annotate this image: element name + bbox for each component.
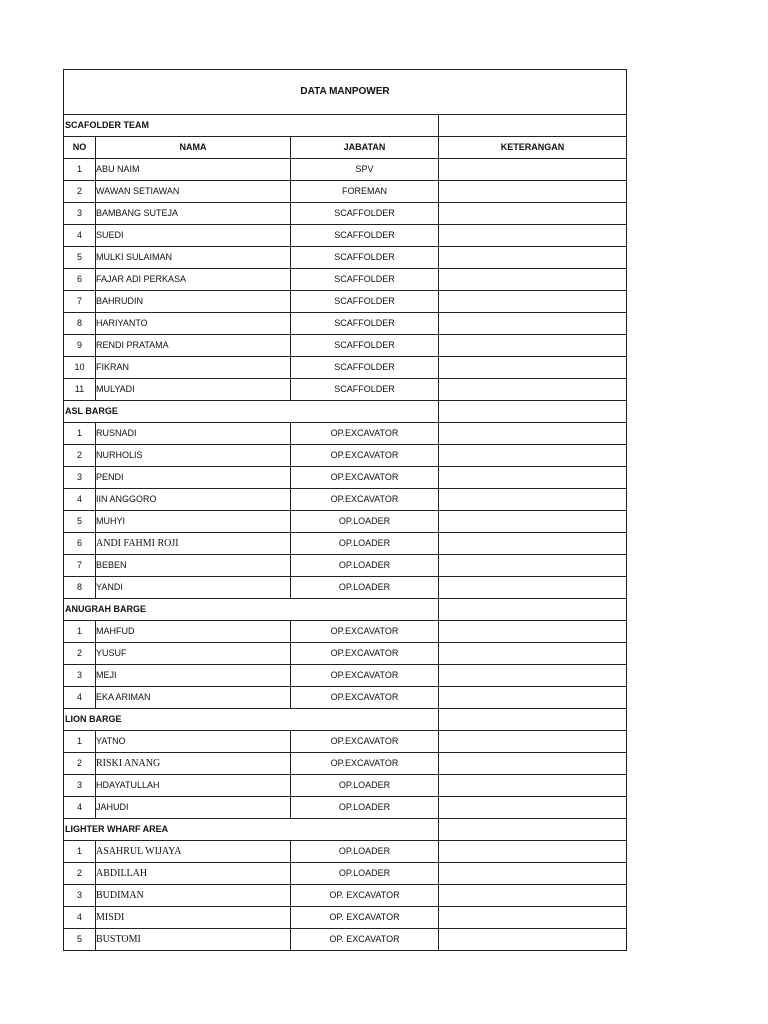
row-keterangan [439,687,627,709]
header-jabatan: JABATAN [291,137,439,159]
table-row [64,203,627,225]
section-keterangan-cell [439,115,627,137]
row-no: 2 [64,643,96,665]
row-jabatan: SCAFFOLDER [291,225,439,247]
row-keterangan [439,775,627,797]
row-jabatan: OP.LOADER [291,511,439,533]
row-jabatan: OP.LOADER [291,577,439,599]
row-no: 11 [64,379,96,401]
row-no: 6 [64,269,96,291]
row-jabatan: OP.EXCAVATOR [291,467,439,489]
row-no: 4 [64,489,96,511]
row-jabatan: OP.EXCAVATOR [291,445,439,467]
row-keterangan [439,929,627,951]
row-jabatan: SCAFFOLDER [291,269,439,291]
row-jabatan: OP.EXCAVATOR [291,731,439,753]
table-row [64,159,627,181]
table-row [64,467,627,489]
row-no: 4 [64,225,96,247]
table-row [64,929,627,951]
row-nama: BEBEN [96,555,291,577]
section-title: ANUGRAH BARGE [64,599,439,621]
row-nama: NURHOLIS [96,445,291,467]
row-keterangan [439,291,627,313]
row-keterangan [439,753,627,775]
row-no: 9 [64,335,96,357]
row-jabatan: SPV [291,159,439,181]
table-row [64,225,627,247]
section-row [64,401,627,423]
section-keterangan-cell [439,599,627,621]
section-row [64,115,627,137]
row-jabatan: OP.EXCAVATOR [291,423,439,445]
section-title: SCAFOLDER TEAM [64,115,439,137]
section-row [64,709,627,731]
row-no: 8 [64,577,96,599]
row-nama: MISDI [96,907,291,929]
row-no: 4 [64,797,96,819]
table-row [64,665,627,687]
header-no: NO [64,137,96,159]
table-row [64,357,627,379]
section-title: ASL BARGE [64,401,439,423]
row-no: 3 [64,467,96,489]
document-title: DATA MANPOWER [64,70,627,115]
row-keterangan [439,225,627,247]
row-nama: ABU NAIM [96,159,291,181]
section-title: LIGHTER WHARF AREA [64,819,439,841]
row-jabatan: OP. EXCAVATOR [291,929,439,951]
table-row [64,291,627,313]
table-row [64,643,627,665]
row-jabatan: OP.EXCAVATOR [291,643,439,665]
row-jabatan: OP. EXCAVATOR [291,907,439,929]
manpower-table [63,69,627,951]
row-keterangan [439,181,627,203]
row-nama: JAHUDI [96,797,291,819]
row-nama: MAHFUD [96,621,291,643]
table-row [64,731,627,753]
row-keterangan [439,841,627,863]
row-keterangan [439,511,627,533]
row-keterangan [439,335,627,357]
row-nama: YANDI [96,577,291,599]
row-jabatan: OP.EXCAVATOR [291,621,439,643]
table-row [64,775,627,797]
row-jabatan: SCAFFOLDER [291,335,439,357]
table-row [64,885,627,907]
row-jabatan: OP.LOADER [291,533,439,555]
row-keterangan [439,643,627,665]
table-row [64,489,627,511]
row-jabatan: OP.LOADER [291,555,439,577]
table-row [64,841,627,863]
row-nama: IIN ANGGORO [96,489,291,511]
table-row [64,863,627,885]
row-jabatan: OP.EXCAVATOR [291,665,439,687]
row-keterangan [439,423,627,445]
row-keterangan [439,489,627,511]
table-row [64,577,627,599]
row-jabatan: OP.LOADER [291,775,439,797]
row-no: 6 [64,533,96,555]
header-nama: NAMA [96,137,291,159]
row-nama: RUSNADI [96,423,291,445]
row-jabatan: SCAFFOLDER [291,247,439,269]
row-keterangan [439,357,627,379]
row-nama: YUSUF [96,643,291,665]
section-keterangan-cell [439,819,627,841]
table-row [64,621,627,643]
row-nama: BUDIMAN [96,885,291,907]
row-nama: MULYADI [96,379,291,401]
row-keterangan [439,621,627,643]
table-row [64,797,627,819]
table-row [64,313,627,335]
row-keterangan [439,313,627,335]
row-no: 4 [64,907,96,929]
row-keterangan [439,247,627,269]
row-nama: SUEDI [96,225,291,247]
row-keterangan [439,555,627,577]
row-keterangan [439,203,627,225]
row-jabatan: SCAFFOLDER [291,313,439,335]
row-no: 1 [64,423,96,445]
row-jabatan: OP.EXCAVATOR [291,753,439,775]
manpower-table-body [64,70,627,951]
row-nama: YATNO [96,731,291,753]
row-keterangan [439,797,627,819]
row-keterangan [439,731,627,753]
row-no: 5 [64,511,96,533]
row-keterangan [439,467,627,489]
row-nama: WAWAN SETIAWAN [96,181,291,203]
row-jabatan: OP.EXCAVATOR [291,489,439,511]
row-keterangan [439,379,627,401]
row-keterangan [439,907,627,929]
section-keterangan-cell [439,709,627,731]
row-no: 3 [64,775,96,797]
table-row [64,687,627,709]
table-row [64,379,627,401]
table-row [64,181,627,203]
row-keterangan [439,577,627,599]
row-no: 2 [64,863,96,885]
row-jabatan: SCAFFOLDER [291,203,439,225]
table-row [64,753,627,775]
row-no: 2 [64,753,96,775]
row-no: 2 [64,445,96,467]
row-nama: RISKI ANANG [96,753,291,775]
row-jabatan: OP.LOADER [291,841,439,863]
row-nama: BAMBANG SUTEJA [96,203,291,225]
table-row [64,511,627,533]
row-nama: ANDI FAHMI ROJI [96,533,291,555]
row-no: 1 [64,159,96,181]
row-no: 7 [64,555,96,577]
row-no: 1 [64,731,96,753]
row-nama: MEJI [96,665,291,687]
row-jabatan: OP.LOADER [291,797,439,819]
row-jabatan: OP.EXCAVATOR [291,687,439,709]
row-jabatan: FOREMAN [291,181,439,203]
table-row [64,445,627,467]
table-row [64,269,627,291]
row-jabatan: SCAFFOLDER [291,291,439,313]
row-nama: BAHRUDIN [96,291,291,313]
column-header-row [64,137,627,159]
row-nama: RENDI PRATAMA [96,335,291,357]
row-no: 1 [64,621,96,643]
table-row [64,907,627,929]
title-row [64,70,627,115]
row-keterangan [439,863,627,885]
row-nama: HARIYANTO [96,313,291,335]
section-row [64,599,627,621]
row-no: 2 [64,181,96,203]
row-keterangan [439,533,627,555]
row-nama: BUSTOMI [96,929,291,951]
row-no: 8 [64,313,96,335]
table-row [64,335,627,357]
row-nama: HDAYATULLAH [96,775,291,797]
row-nama: FAJAR ADI PERKASA [96,269,291,291]
row-nama: EKA ARIMAN [96,687,291,709]
section-keterangan-cell [439,401,627,423]
row-keterangan [439,665,627,687]
row-nama: FIKRAN [96,357,291,379]
row-nama: MULKI SULAIMAN [96,247,291,269]
row-no: 5 [64,247,96,269]
row-jabatan: OP. EXCAVATOR [291,885,439,907]
header-keterangan: KETERANGAN [439,137,627,159]
row-no: 10 [64,357,96,379]
row-keterangan [439,885,627,907]
section-row [64,819,627,841]
row-no: 3 [64,665,96,687]
row-keterangan [439,159,627,181]
table-row [64,555,627,577]
row-jabatan: SCAFFOLDER [291,379,439,401]
row-keterangan [439,445,627,467]
row-jabatan: SCAFFOLDER [291,357,439,379]
table-row [64,247,627,269]
row-jabatan: OP.LOADER [291,863,439,885]
table-row [64,423,627,445]
row-nama: MUHYI [96,511,291,533]
row-no: 4 [64,687,96,709]
row-nama: ABDILLAH [96,863,291,885]
row-no: 3 [64,885,96,907]
table-row [64,533,627,555]
row-nama: PENDI [96,467,291,489]
row-keterangan [439,269,627,291]
section-title: LION BARGE [64,709,439,731]
row-no: 1 [64,841,96,863]
row-nama: ASAHRUL WIJAYA [96,841,291,863]
row-no: 3 [64,203,96,225]
row-no: 7 [64,291,96,313]
row-no: 5 [64,929,96,951]
